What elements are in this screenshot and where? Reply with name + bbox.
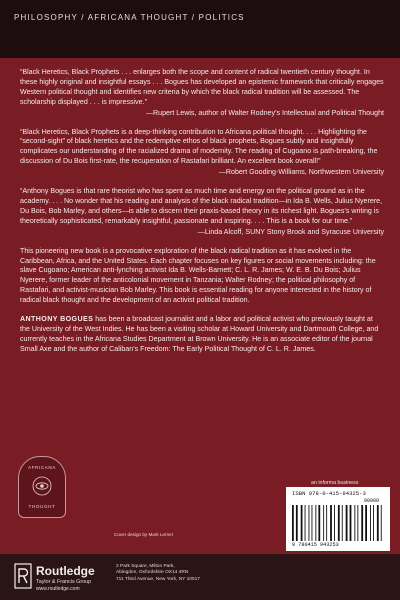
quote-attribution: —Rupert Lewis, author of Walter Rodney’s Intellectual and Political Thought	[145, 108, 384, 117]
barcode-bar	[334, 505, 335, 541]
isbn-barcode	[286, 487, 390, 551]
eye-emblem-icon	[32, 476, 52, 496]
endorsement-quote	[20, 68, 384, 119]
isbn-number: ISBN 978-0-415-94325-3	[292, 490, 366, 497]
barcode-bar	[361, 505, 363, 541]
publisher-footer	[0, 554, 400, 600]
seal-word-top: AFRICANA	[27, 465, 57, 470]
barcode-bars	[290, 505, 386, 541]
price-code: 90000	[364, 498, 380, 504]
barcode-bar	[377, 505, 379, 541]
cover-design-credit: Cover design by Mark Lerner	[114, 532, 174, 537]
address-line: 711 Third Avenue, New York, NY 10017	[116, 576, 200, 582]
barcode-bar	[309, 505, 310, 541]
barcode-bar	[318, 505, 320, 541]
routledge-logo-icon	[14, 563, 32, 589]
barcode-bar	[330, 505, 332, 541]
quote-attribution: —Robert Gooding-Williams, Northwestern University	[218, 168, 384, 177]
barcode-bar	[326, 505, 327, 541]
barcode-bar	[296, 505, 298, 541]
barcode-bar	[315, 505, 316, 541]
endorsement-quote	[20, 187, 384, 238]
series-seal-logo	[18, 456, 66, 518]
back-cover-text	[20, 68, 384, 364]
quote-text: “Black Heretics, Black Prophets is a deep-thinking contribution to Africana political thought. . . . Highlighting the “second-sight” of black heretics and the redemptive ethos of black prophets, Bogues subtly and insightfully complicates our understanding of the racialized drama of modernity. The reading of Cugoano is path-breaking, the discussion of Du Bois first-rate, the recuperation of Rastafari brilliant. An excellent book overall!”	[20, 127, 378, 166]
top-bar	[0, 0, 400, 58]
quote-text: “Anthony Bogues is that rare theorist who has spent as much time and energy on the political ground as in the academy. . . . No wonder that his reading and analysis of the black radical tradition—in Ida B. Wells, Julius Nyerere, Du Bois, Bob Marley, and others—is able to discern their praxis-based theory in its richest light. Bogues’s writing is theoretically sophisticated, remarkably insightful, passionate and inspiring. . . . This is a book for our time.”	[20, 187, 383, 225]
barcode-bar	[350, 505, 352, 541]
barcode-bar	[305, 505, 306, 541]
barcode-bar	[373, 505, 374, 541]
publisher-address	[116, 564, 200, 583]
barcode-bar	[357, 505, 358, 541]
seal-word-bottom: THOUGHT	[28, 504, 56, 509]
quote-attribution: —Linda Alcoff, SUNY Stony Brook and Syracuse University	[197, 227, 384, 236]
subject-categories: PHILOSOPHY / AFRICANA THOUGHT / POLITICS	[14, 13, 245, 22]
address-line: 2 Park Square, Milton Park,	[116, 564, 175, 569]
barcode-digits: 9 780415 943253	[292, 542, 339, 548]
barcode-bar	[354, 505, 355, 541]
author-bio	[20, 315, 384, 355]
author-bio-text: has been a broadcast journalist and a labor and political activist who previously taught at the University of the West Indies. He has been a visiting scholar at Howard University and Dartmouth College, and currently teaches in the Africana Studies Department at Brown University. He is an associate editor of the journal Small Axe and the author of Caliban’s Freedom: The Early Political Thought of C. L. R. James.	[20, 315, 379, 353]
barcode-bar	[323, 505, 324, 541]
barcode-bar	[292, 505, 294, 541]
barcode-bar	[338, 505, 340, 541]
barcode-bar	[346, 505, 348, 541]
barcode-bar	[381, 505, 382, 541]
informa-tagline: an informa business	[311, 480, 359, 486]
barcode-bar	[342, 505, 343, 541]
barcode-bar	[365, 505, 367, 541]
publisher-name: Routledge	[36, 564, 95, 578]
endorsement-quote	[20, 128, 384, 179]
publisher-group: Taylor & Francis Group	[36, 579, 92, 585]
barcode-bar	[370, 505, 371, 541]
barcode-bar	[301, 505, 303, 541]
publisher-url: www.routledge.com	[36, 586, 80, 592]
barcode-bar	[312, 505, 313, 541]
quote-text: “Black Heretics, Black Prophets . . . enlarges both the scope and content of radical twentieth century thought. In these highly original and insightful essays . . . Bogues has developed an epistemic framework that critically engages Western political thought and identifies new criteria by which the black radical tradition will be assessed. The scholarship displayed . . . is impressive.”	[20, 68, 384, 106]
book-description: This pioneering new book is a provocative exploration of the black radical tradition as it has evolved in the Caribbean, Africa, and the United States. Each chapter focuses on key figures or social movements including: the slave Cugoano; American anti-lynching activist Ida B. Wells-Barnett; C. L. R. James; W. E. B. Du Bois; Julius Nyerere, former leader of the anticolonial movement in Tanzania; Walter Rodney; the political philosophy of Rastafari, and activist-musician Bob Marley. This book is essential reading for anyone interested in the history of radical black thought and the development of an activist political tradition.	[20, 246, 376, 305]
author-name: ANTHONY BOGUES	[20, 315, 94, 324]
address-line: Abingdon, Oxfordshire OX14 4RN	[116, 570, 189, 576]
